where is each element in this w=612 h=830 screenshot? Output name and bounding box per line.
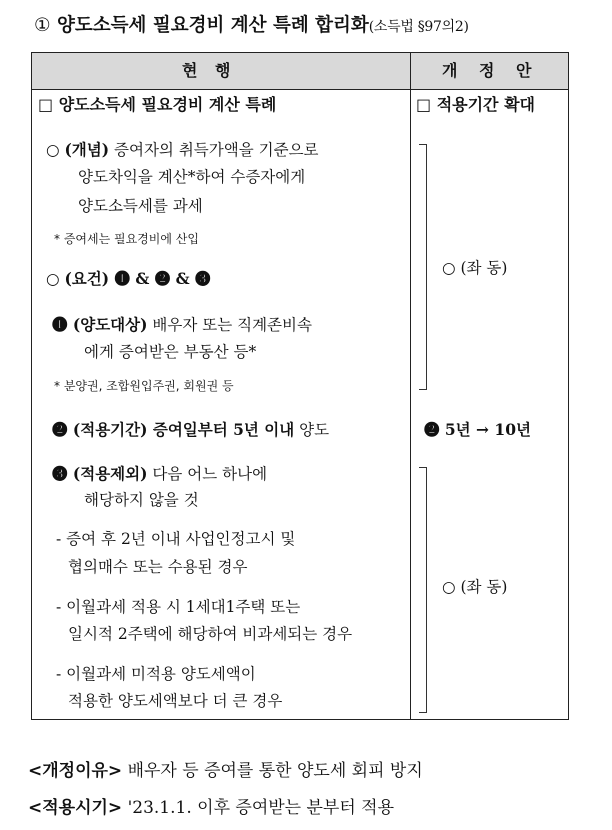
exclusion1-line-2: 협의매수 또는 수용된 경우: [68, 558, 248, 576]
effective-date: [28, 800, 394, 817]
bracket-lower: [419, 467, 427, 713]
item3-line-1: [52, 466, 267, 483]
revision-reason: [28, 763, 423, 780]
item1-line-2: 에게 증여받은 부동산 등*: [84, 343, 257, 361]
bracket-upper: [419, 144, 427, 390]
exclusion3-line-2: 적용한 양도세액보다 더 큰 경우: [68, 692, 283, 710]
item3-text-1: 다음 어느 하나에: [147, 465, 268, 483]
proposed-same-1: ○ (좌 동): [442, 259, 508, 277]
current-heading: □ 양도소득세 필요경비 계산 특례: [38, 95, 277, 114]
header-proposed: 개 정 안: [442, 61, 540, 80]
apply-label: <적용시기>: [28, 798, 123, 818]
item1-text-1: 배우자 또는 직계존비속: [147, 316, 312, 334]
proposed-same-2: ○ (좌 동): [442, 578, 508, 596]
item1-label: (양도대상): [72, 315, 148, 334]
proposed-change: ❷ 5년 → 10년: [424, 420, 531, 439]
header-current: 현 행: [182, 61, 237, 80]
page-title: [34, 17, 469, 36]
item2-rest: 양도: [294, 421, 330, 439]
item1-line-1: [52, 317, 312, 334]
concept-line-3: 양도소득세를 과세: [78, 197, 203, 215]
item2-marker: ❷: [52, 420, 73, 439]
exclusion3-line-1: - 이월과세 미적용 양도세액이: [56, 665, 256, 683]
item3-line-2: 해당하지 않을 것: [84, 491, 199, 509]
item3-label: (적용제외): [72, 464, 148, 483]
comparison-table: [31, 52, 569, 720]
item2-period: 증여일부터 5년 이내: [147, 420, 295, 439]
column-divider: [410, 53, 411, 719]
exclusion2-line-1: - 이월과세 적용 시 1세대1주택 또는: [56, 598, 301, 616]
title-legal-reference: (소득법 §97의2): [368, 19, 469, 35]
concept-line-1: [46, 142, 319, 159]
exclusion1-line-1: - 증여 후 2년 이내 사업인정고시 및: [56, 530, 296, 548]
reason-text: 배우자 등 증여를 통한 양도세 회피 방지: [122, 761, 423, 781]
item3-marker: ❸: [52, 464, 73, 483]
concept-text-1: 증여자의 취득가액을 기준으로: [109, 141, 319, 159]
requirement-items: ❶ & ❷ & ❸: [109, 269, 211, 288]
concept-note: * 증여세는 필요경비에 산입: [54, 232, 199, 246]
concept-line-2: 양도차익을 계산*하여 수증자에게: [78, 168, 306, 186]
item2-line: [52, 422, 329, 439]
item1-note: * 분양권, 조합원입주권, 회원권 등: [54, 379, 234, 393]
proposed-heading: □ 적용기간 확대: [416, 95, 535, 114]
item2-label: (적용기간): [72, 420, 148, 439]
exclusion2-line-2: 일시적 2주택에 해당하여 비과세되는 경우: [68, 625, 353, 643]
concept-marker: ○: [46, 141, 65, 159]
concept-label: (개념): [64, 140, 110, 159]
section-number: ①: [34, 15, 51, 36]
requirement-line: [46, 271, 211, 288]
title-main: 양도소득세 필요경비 계산 특례 합리화: [57, 15, 369, 36]
reason-label: <개정이유>: [28, 761, 123, 781]
apply-text: '23.1.1. 이후 증여받는 분부터 적용: [122, 798, 394, 818]
requirement-label: (요건): [64, 269, 110, 288]
item1-marker: ❶: [52, 315, 73, 334]
requirement-marker: ○: [46, 270, 65, 288]
